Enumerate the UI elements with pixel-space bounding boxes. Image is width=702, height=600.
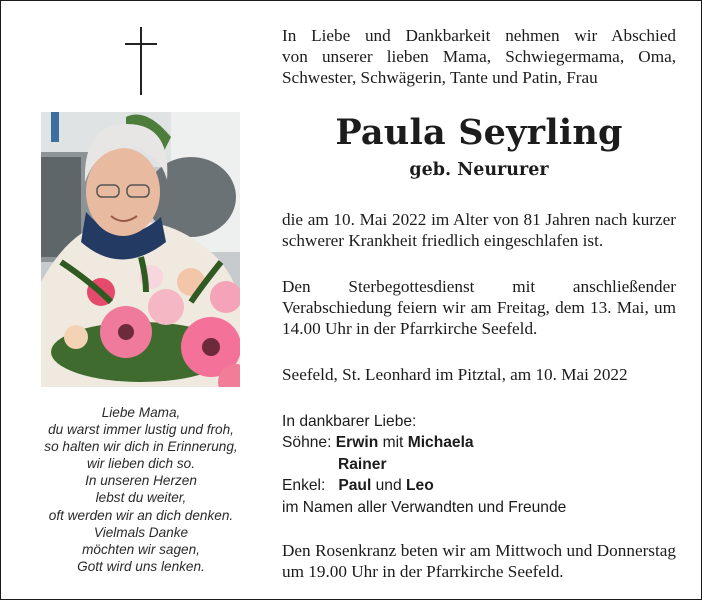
partner-name: Michaela bbox=[407, 434, 474, 452]
connector-text: mit bbox=[382, 434, 404, 452]
death-notice: die am 10. Mai 2022 im Alter von 81 Jahren nach kurzer schwerer Krankheit friedlich eingeschlafen ist. bbox=[282, 210, 676, 250]
poem-line: wir lieben dich so. bbox=[86, 456, 196, 472]
sons-row bbox=[282, 432, 682, 453]
family-heading: In dankbarer Liebe: bbox=[282, 413, 417, 430]
poem-line: Vielmals Danke bbox=[93, 524, 189, 540]
poem-line: oft werden wir an dich denken. bbox=[48, 507, 234, 523]
sons-row-2 bbox=[282, 454, 682, 475]
poem-line: du warst immer lustig und froh, bbox=[48, 422, 234, 438]
cross-icon bbox=[125, 27, 157, 95]
poem-line: so halten wir dich in Erinnerung, bbox=[44, 439, 238, 455]
funeral-service-info: Den Sterbegottesdienst mit anschließender Verabschiedung feiern wir am Freitag, dem 13. Mai, um 14.00 Uhr in der Pfarrkirche Seefeld. bbox=[282, 277, 676, 338]
deceased-name: Paula Seyrling bbox=[335, 112, 623, 153]
poem-line: Liebe Mama, bbox=[101, 405, 181, 420]
family-footer: im Namen aller Verwandten und Freunde bbox=[282, 498, 567, 516]
memorial-poem bbox=[21, 404, 261, 575]
poem-line: Gott wird uns lenken. bbox=[77, 558, 205, 574]
maiden-name: geb. Neururer bbox=[409, 160, 549, 180]
intro-line: Schwester, Schwägerin, Tante und Patin, Frau bbox=[282, 68, 598, 87]
poem-line: möchten wir sagen, bbox=[82, 541, 200, 557]
poem-line: In unseren Herzen bbox=[85, 473, 197, 489]
intro-text bbox=[282, 25, 676, 88]
intro-line: von unserer lieben Mama, Schwiegermama, Oma, bbox=[282, 47, 676, 66]
portrait-photo bbox=[41, 112, 240, 387]
sons-label: Söhne: bbox=[282, 434, 332, 452]
family-list bbox=[282, 411, 682, 518]
grandchildren-row bbox=[282, 475, 682, 496]
grandchildren-label: Enkel: bbox=[282, 477, 326, 495]
son-name: Rainer bbox=[338, 455, 387, 473]
connector-text: und bbox=[375, 477, 402, 495]
son-name: Erwin bbox=[335, 434, 379, 452]
grandchild-name: Leo bbox=[406, 477, 434, 495]
rosary-info: Den Rosenkranz beten wir am Mittwoch und Donnerstag um 19.00 Uhr in der Pfarrkirche Seefeld. bbox=[282, 541, 676, 581]
intro-line: In Liebe und Dankbarkeit nehmen wir Abschied bbox=[282, 26, 676, 45]
grandchild-name: Paul bbox=[338, 477, 372, 495]
place-date: Seefeld, St. Leonhard im Pitztal, am 10. Mai 2022 bbox=[282, 365, 628, 384]
poem-line: lebst du weiter, bbox=[95, 490, 187, 506]
